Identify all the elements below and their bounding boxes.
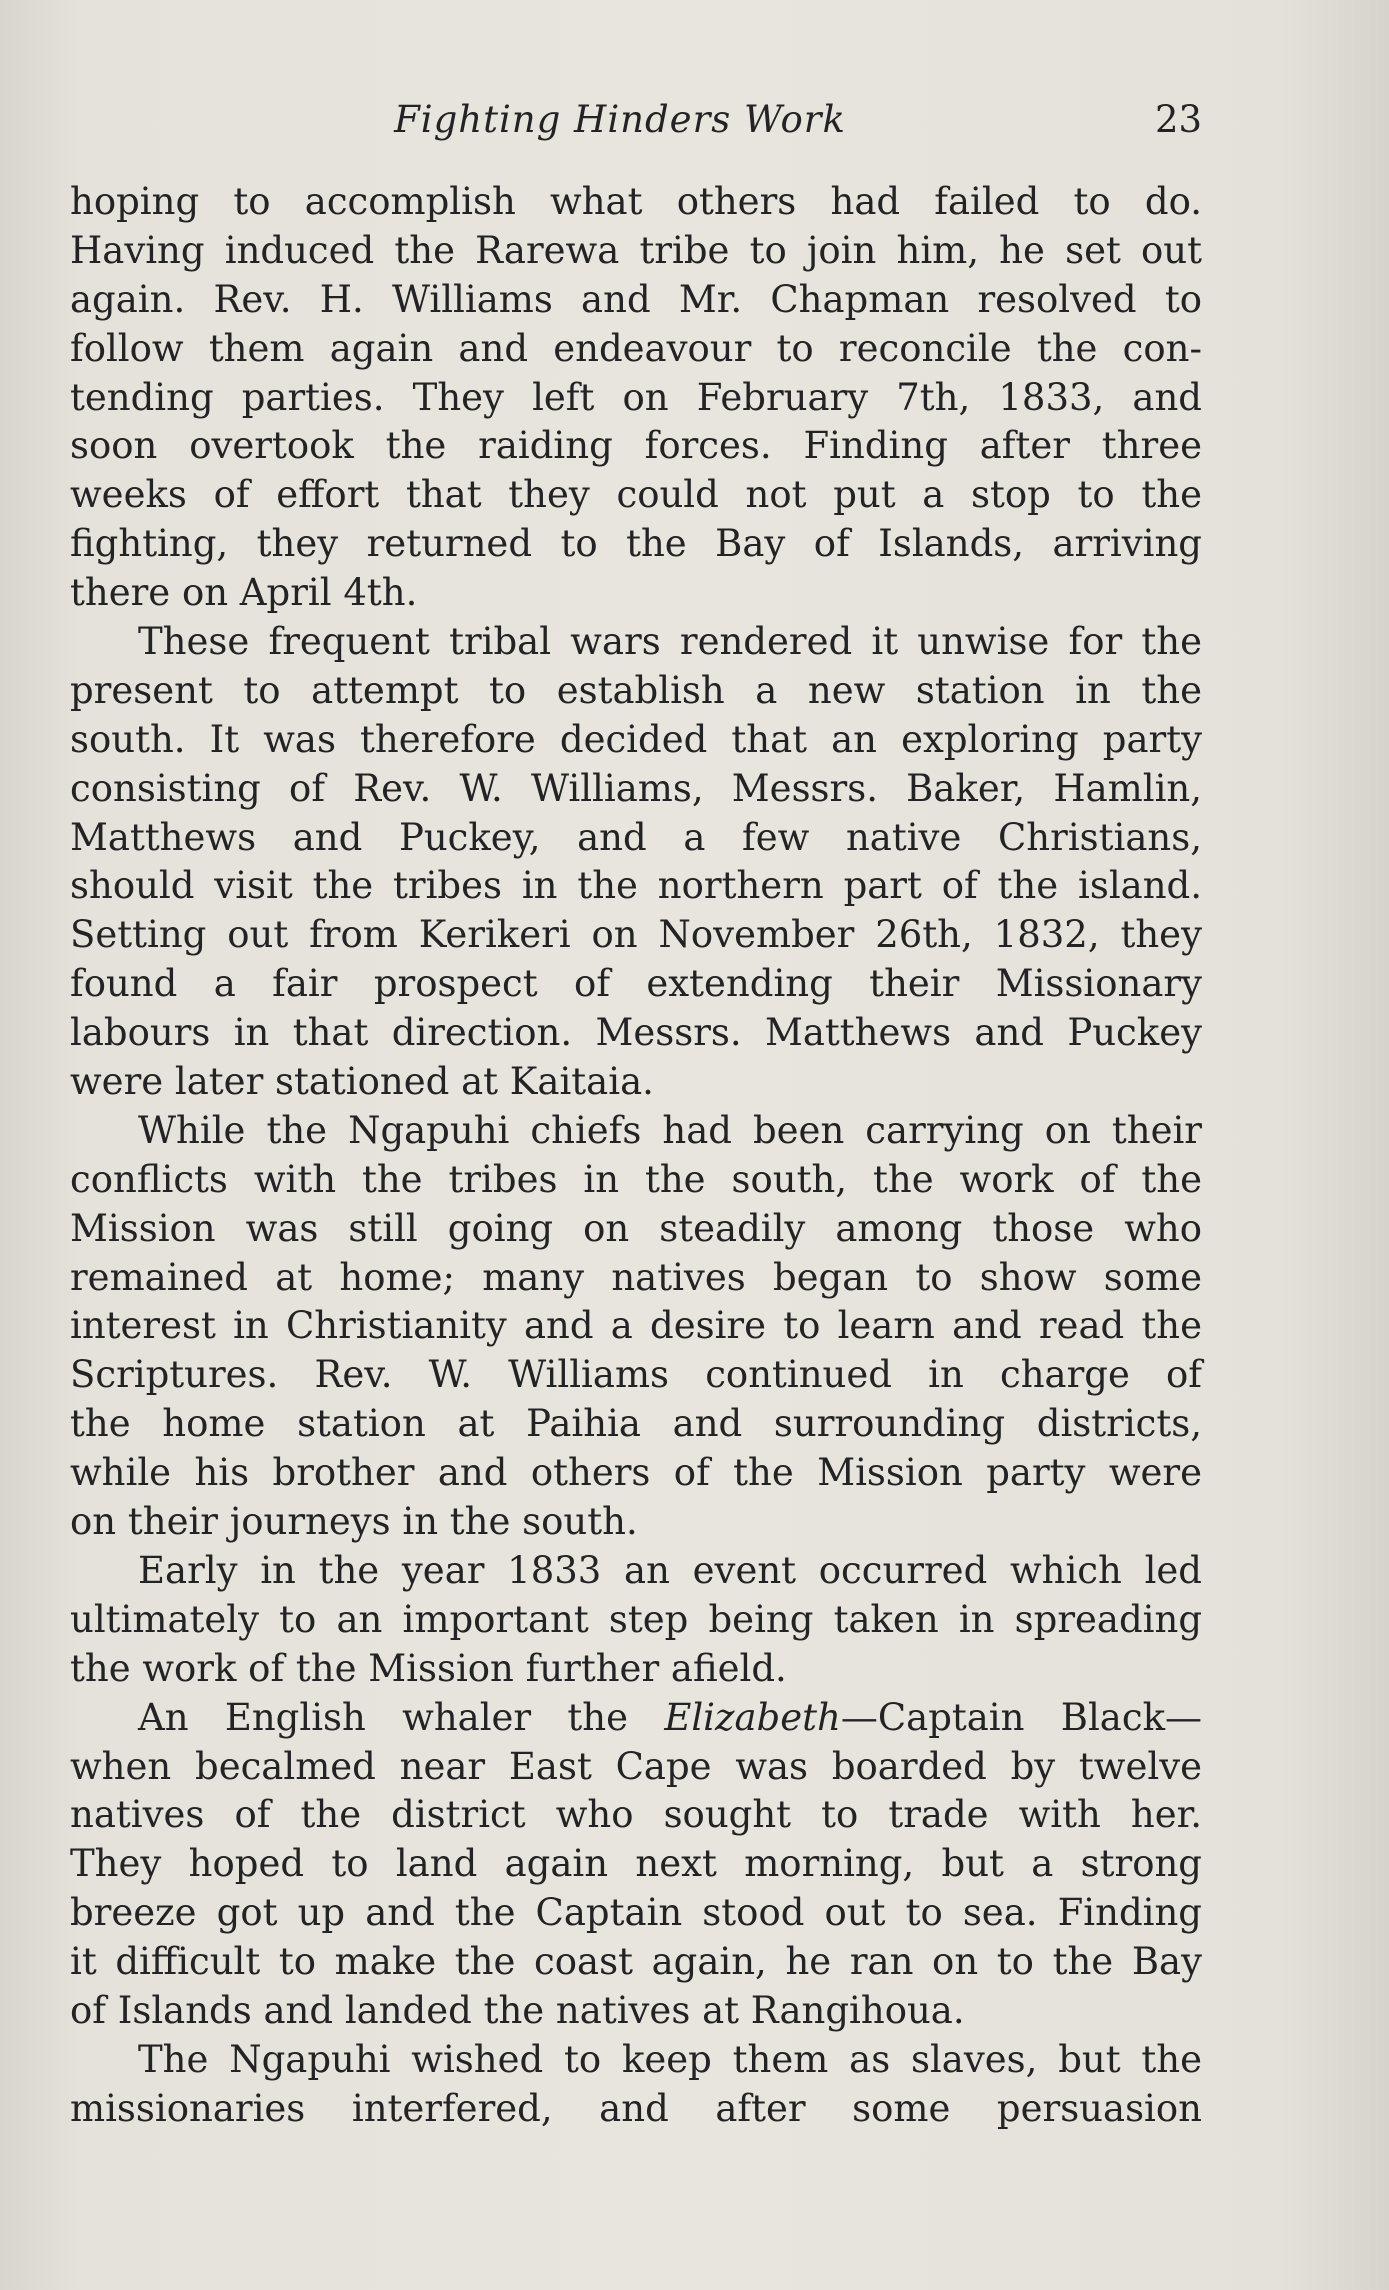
text-line: labours in that direction. Messrs. Matthews and Puckey: [70, 1011, 1202, 1055]
text-line: Matthews and Puckey, and a few native Christians,: [70, 815, 1202, 859]
page-number: 23: [1155, 98, 1203, 141]
text-line: it difficult to make the coast again, he ran on to the Bay: [70, 1940, 1202, 1984]
text-line: when becalmed near East Cape was boarded by twelve: [70, 1744, 1202, 1788]
running-head: [0, 98, 1389, 158]
text-line: missionaries interfered, and after some persuasion: [70, 2086, 1202, 2130]
text-line: Having induced the Rarewa tribe to join him, he set out: [70, 228, 1202, 272]
text-fragment: —Captain Black—: [840, 1695, 1202, 1739]
text-line: Setting out from Kerikeri on November 26th, 1832, they: [70, 913, 1202, 957]
text-line: tending parties. They left on February 7th, 1833, and: [70, 375, 1202, 419]
text-line: natives of the district who sought to trade with her.: [70, 1793, 1202, 1837]
text-line: consisting of Rev. W. Williams, Messrs. Baker, Hamlin,: [70, 766, 1202, 810]
text-line: follow them again and endeavour to reconcile the con-: [70, 326, 1202, 370]
body-text: [70, 178, 1202, 2134]
paragraph-first-line: The Ngapuhi wished to keep them as slaves, but the: [138, 2037, 1202, 2081]
running-title: Fighting Hinders Work: [394, 98, 846, 141]
text-line: the work of the Mission further afield.: [70, 1646, 787, 1690]
text-line: fighting, they returned to the Bay of Islands, arriving: [70, 522, 1202, 566]
text-line: They hoped to land again next morning, but a strong: [70, 1842, 1202, 1886]
text-line: there on April 4th.: [70, 571, 418, 615]
paragraph-first-line: Early in the year 1833 an event occurred which led: [138, 1548, 1202, 1592]
text-line: breeze got up and the Captain stood out to sea. Finding: [70, 1891, 1202, 1935]
text-line: the home station at Paihia and surrounding districts,: [70, 1402, 1202, 1446]
paragraph-first-line: While the Ngapuhi chiefs had been carrying on their: [138, 1108, 1202, 1152]
text-line: remained at home; many natives began to show some: [70, 1255, 1202, 1299]
text-line: ultimately to an important step being taken in spreading: [70, 1597, 1202, 1641]
text-line: interest in Christianity and a desire to learn and read the: [70, 1304, 1202, 1348]
text-line: conflicts with the tribes in the south, the work of the: [70, 1157, 1202, 1201]
paragraph-first-line: [70, 1694, 1202, 1743]
text-line: while his brother and others of the Mission party were: [70, 1451, 1202, 1495]
text-line: Scriptures. Rev. W. Williams continued in charge of: [70, 1353, 1202, 1397]
text-line: south. It was therefore decided that an exploring party: [70, 717, 1202, 761]
ship-name: Elizabeth: [664, 1695, 841, 1739]
text-line: found a fair prospect of extending their Missionary: [70, 962, 1202, 1006]
text-line: present to attempt to establish a new station in the: [70, 668, 1202, 712]
text-line: of Islands and landed the natives at Rangihoua.: [70, 1988, 965, 2032]
text-line: were later stationed at Kaitaia.: [70, 1060, 654, 1104]
text-line: weeks of effort that they could not put a stop to the: [70, 473, 1202, 517]
text-line: again. Rev. H. Williams and Mr. Chapman resolved to: [70, 277, 1202, 321]
text-line: on their journeys in the south.: [70, 1500, 638, 1544]
text-line: hoping to accomplish what others had failed to do.: [70, 180, 1202, 223]
text-fragment: An English whaler the: [138, 1695, 629, 1739]
text-line: should visit the tribes in the northern part of the island.: [70, 864, 1202, 908]
text-line: Mission was still going on steadily among those who: [70, 1206, 1202, 1250]
text-line: soon overtook the raiding forces. Finding after three: [70, 424, 1202, 468]
paragraph-first-line: These frequent tribal wars rendered it unwise for the: [138, 620, 1202, 664]
